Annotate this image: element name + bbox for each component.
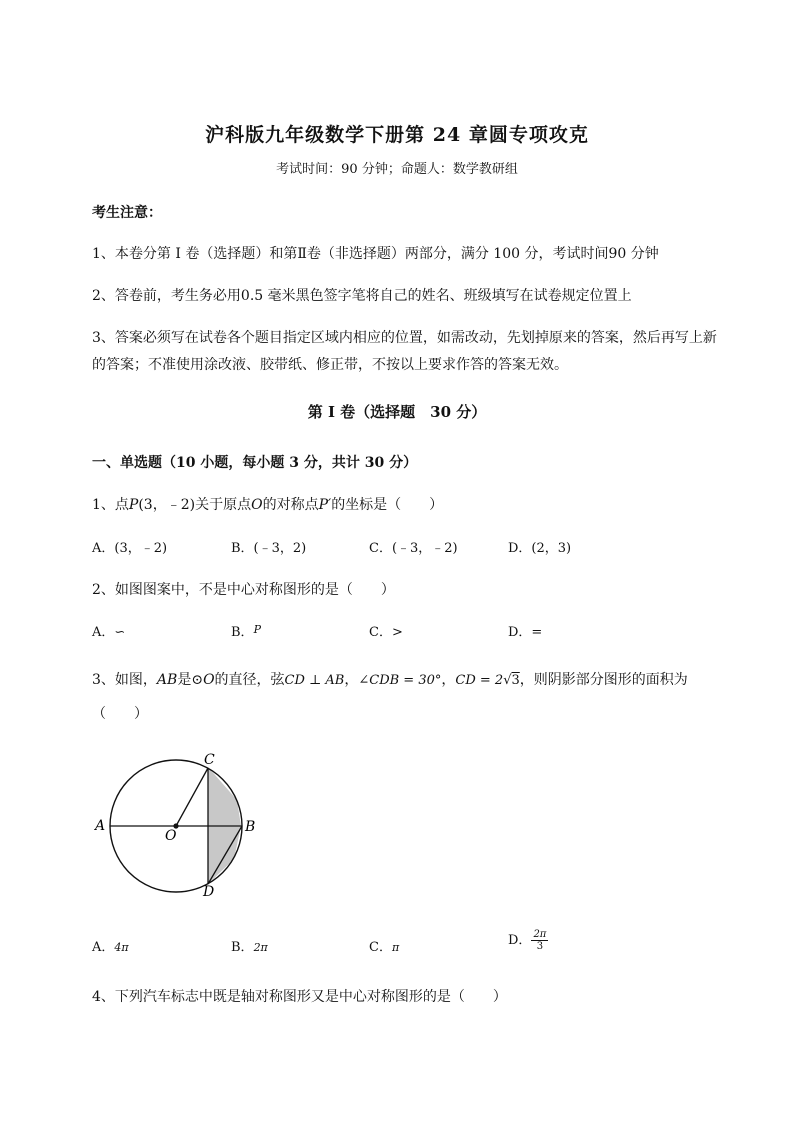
section-title: 第 I 卷（选择题 30 分） [307, 403, 487, 421]
label-b: B [245, 819, 256, 835]
q2-option-b[interactable]: B．$^P$ [231, 623, 261, 640]
label-c: C [204, 752, 215, 768]
q1-option-d[interactable]: D．(2，3) [508, 541, 572, 556]
q2-b-symbol: P [253, 623, 261, 636]
notice-item-3: 3、答案必须写在试卷各个题目指定区域内相应的位置，如需改动，先划掉原来的答案，然后再写上新 [92, 330, 717, 346]
q2-option-c[interactable]: C．> [369, 625, 403, 640]
notice-heading: 考生注意： [92, 205, 162, 221]
q1-option-b[interactable]: B．(﹣3，2) [231, 541, 307, 556]
notice-item-1: 1、本卷分第 I 卷（选择题）和第Ⅱ卷（非选择题）两部分，满分 100 分，考试时间90 分钟 [92, 246, 659, 262]
question-2: 2、如图图案中，不是中心对称图形的是（ ） [92, 582, 395, 598]
notice-item-2: 2、答卷前，考生务必用0.5 毫米黑色签字笔将自己的姓名、班级填写在试卷规定位置上 [92, 288, 632, 304]
q3-option-b[interactable]: B．2π [231, 940, 268, 955]
question-1: 1、点P(3，﹣2)关于原点O的对称点P′的坐标是（ ） [92, 497, 444, 513]
page-subtitle: 考试时间：90 分钟；命题人：数学教研组 [276, 162, 518, 177]
label-d: D [203, 884, 215, 900]
notice-item-3-cont: 的答案；不准使用涂改液、胶带纸、修正带，不按以上要求作答的答案无效。 [92, 357, 568, 373]
q1-option-c[interactable]: C．(﹣3，﹣2) [369, 541, 458, 556]
q3-option-c[interactable]: C．π [369, 940, 400, 955]
shaded-segment-upper [208, 767, 241, 826]
q2-option-a[interactable]: A．∽ [92, 625, 126, 640]
label-o: O [165, 828, 177, 844]
label-a: A [95, 818, 106, 834]
q3-bracket: （ ） [92, 706, 148, 722]
question-4: 4、下列汽车标志中既是轴对称图形又是中心对称图形的是（ ） [92, 989, 507, 1005]
q3-option-a[interactable]: A．4π [92, 940, 129, 955]
q1-option-a[interactable]: A．(3，﹣2) [92, 541, 168, 556]
question-3: 3、如图，AB是⊙O的直径，弦CD ⊥ AB，∠CDB = 30°，CD = 2√3，则阴影部分图形的面积为 [92, 672, 688, 688]
radius-oc [176, 768, 208, 826]
q2-option-d[interactable]: D．= [508, 625, 543, 640]
q3-d-fraction: $\frac{2\pi}{3}$ [533, 929, 547, 952]
page-title: 沪科版九年级数学下册第 24 章圆专项攻克 [205, 124, 589, 146]
part-title: 一、单选题（10 小题，每小题 3 分，共计 30 分） [92, 455, 418, 471]
q3-option-d[interactable]: D． $\frac{2\pi}{3}$ [508, 929, 547, 952]
